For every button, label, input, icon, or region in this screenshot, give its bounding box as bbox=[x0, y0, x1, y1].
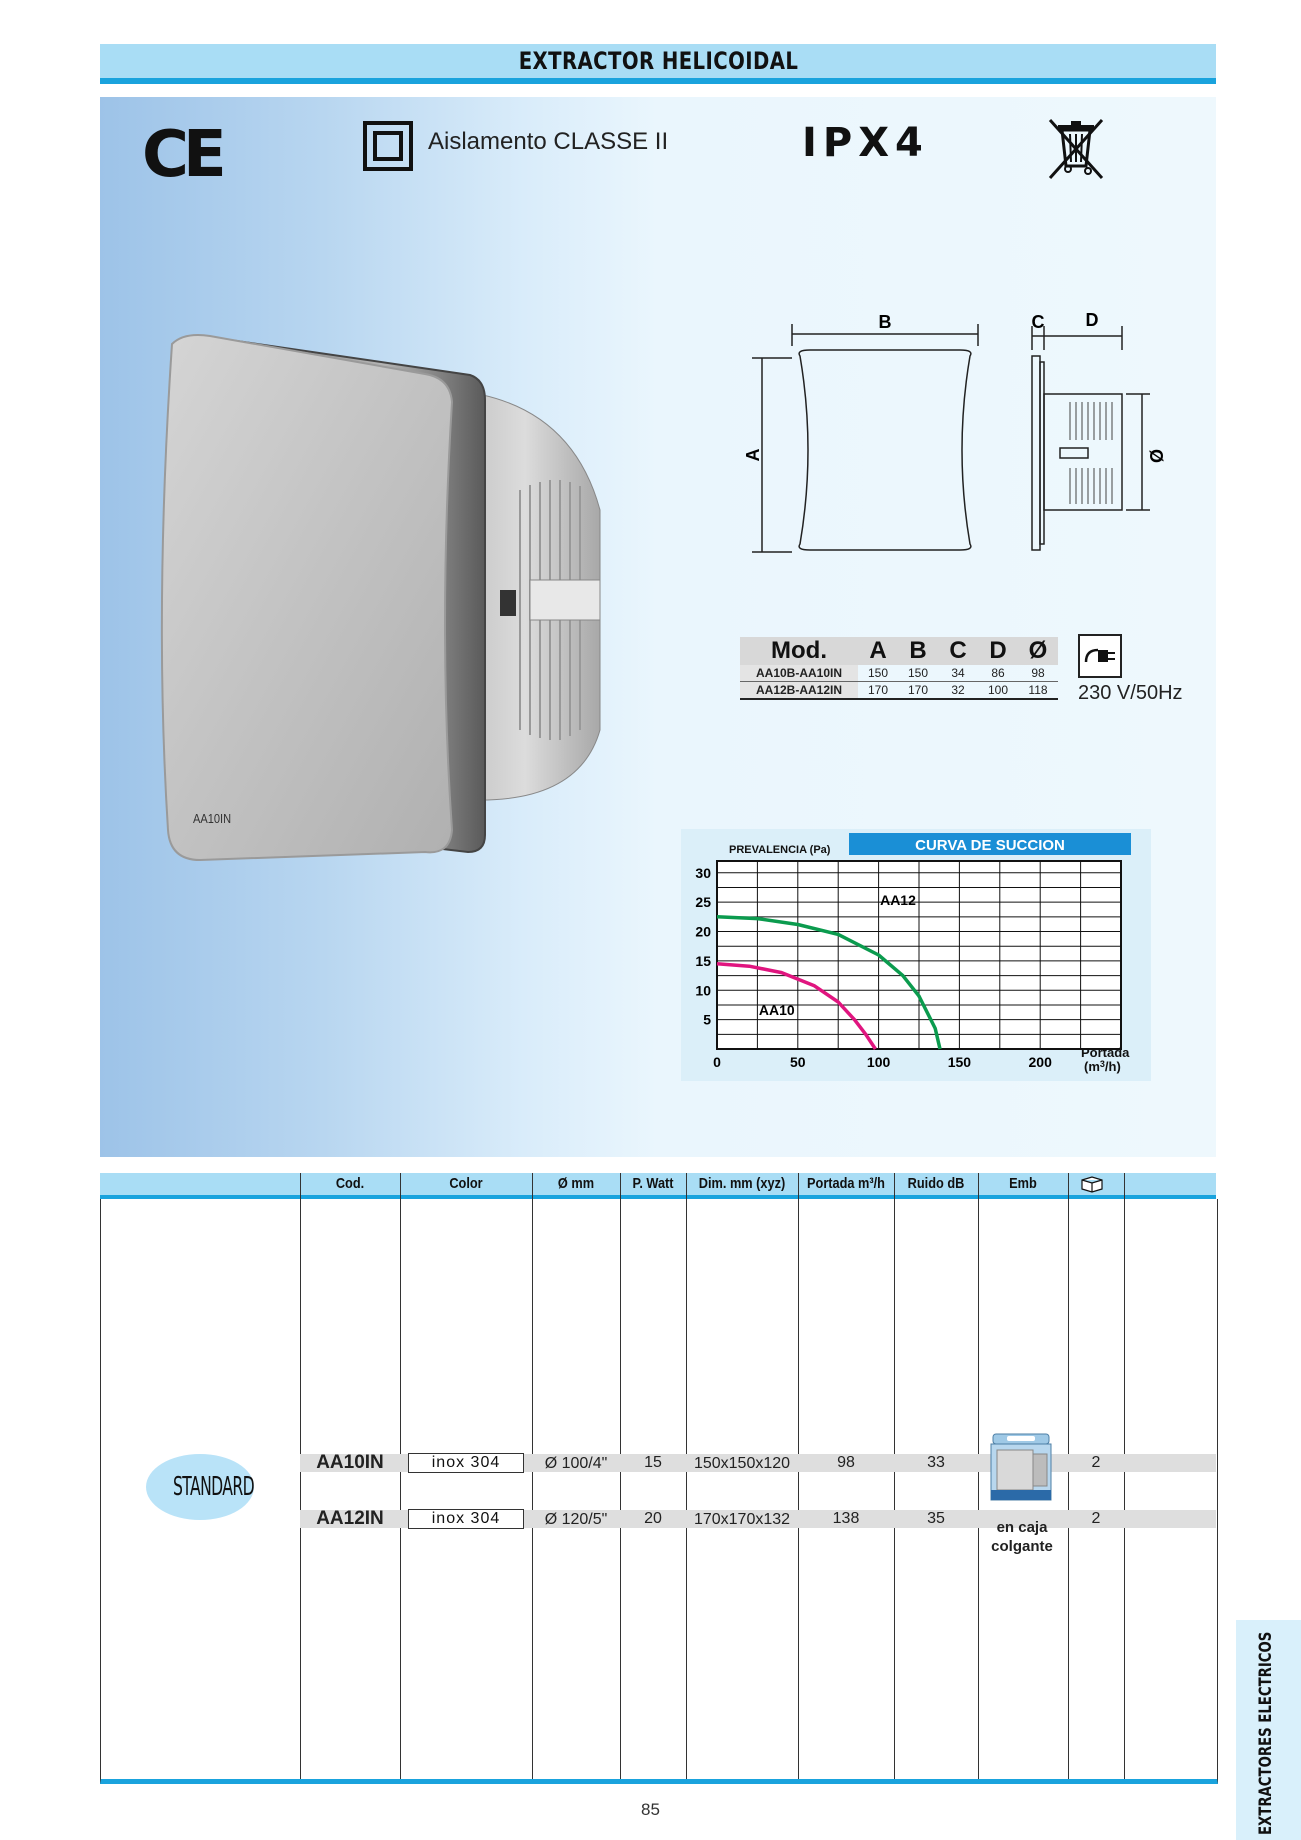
header-cod: Cod. bbox=[335, 1175, 365, 1192]
cell-model: AA12B-AA12IN bbox=[740, 682, 858, 700]
cell-qty: 2 bbox=[1091, 1454, 1101, 1471]
cell-cod: AA10IN bbox=[316, 1452, 384, 1473]
y-tick-label: 25 bbox=[695, 894, 711, 911]
x-tick-label: 150 bbox=[947, 1054, 972, 1070]
header-flow: Portada m³/h bbox=[807, 1175, 885, 1192]
cell-diameter: Ø 120/5" bbox=[544, 1511, 608, 1528]
column-divider bbox=[686, 1173, 687, 1779]
y-tick-label: 10 bbox=[695, 982, 711, 999]
column-divider bbox=[620, 1173, 621, 1779]
ce-mark: CE bbox=[142, 118, 221, 192]
section-tab bbox=[1236, 1620, 1301, 1840]
cell-d: 86 bbox=[978, 665, 1018, 682]
cell-flow: 138 bbox=[832, 1510, 860, 1527]
column-divider bbox=[300, 1173, 301, 1779]
y-tick-label: 15 bbox=[695, 952, 711, 969]
packaging-label: en caja colgante bbox=[991, 1519, 1053, 1555]
ip-rating: IPX4 bbox=[802, 120, 929, 166]
photo-caption: AA10IN bbox=[193, 811, 232, 826]
fan-product-photo bbox=[150, 330, 710, 910]
dimension-drawing bbox=[740, 300, 1166, 560]
spec-table-header bbox=[100, 1173, 1216, 1199]
cell-c: 32 bbox=[938, 682, 978, 700]
y-tick-label: 20 bbox=[695, 923, 711, 940]
dimension-table-header bbox=[740, 637, 1058, 665]
header-diameter: Ø bbox=[1018, 637, 1058, 665]
cell-a: 150 bbox=[858, 665, 898, 682]
title-bar bbox=[100, 44, 1216, 84]
cell-diameter: Ø 100/4" bbox=[544, 1455, 608, 1472]
dim-label-diameter: Ø bbox=[1146, 448, 1166, 464]
column-divider bbox=[532, 1173, 533, 1779]
x-tick-label: 200 bbox=[1028, 1054, 1052, 1070]
header-color: Color bbox=[449, 1175, 483, 1192]
column-divider bbox=[1068, 1173, 1069, 1779]
plug-icon bbox=[1078, 634, 1122, 678]
header-watt: P. Watt bbox=[632, 1175, 674, 1192]
dim-label-b: B bbox=[878, 312, 892, 332]
standard-label: STANDARD bbox=[173, 1472, 255, 1502]
class-ii-label: Aislamento CLASSE II bbox=[428, 128, 669, 155]
y-tick-label: 5 bbox=[703, 1011, 711, 1028]
cell-model: AA10B-AA10IN bbox=[740, 665, 858, 682]
cell-watt: 15 bbox=[644, 1454, 662, 1471]
cell-d: 100 bbox=[978, 682, 1018, 700]
table-row bbox=[740, 665, 1058, 682]
chart-xlabel-main: Portada bbox=[1081, 1045, 1130, 1060]
packaging-image bbox=[985, 1432, 1057, 1506]
x-tick-label: 0 bbox=[713, 1054, 721, 1070]
dim-label-a: A bbox=[743, 448, 763, 462]
column-divider bbox=[978, 1173, 979, 1779]
cell-color: inox 304 bbox=[408, 1453, 524, 1473]
page-number: 85 bbox=[641, 1800, 660, 1819]
column-divider bbox=[798, 1173, 799, 1779]
x-tick-label: 100 bbox=[866, 1054, 891, 1070]
header-c: C bbox=[938, 637, 978, 665]
cell-noise: 33 bbox=[927, 1454, 945, 1471]
section-tab-label: EXTRACTORES ELECTRICOS bbox=[1256, 1631, 1276, 1835]
standard-badge bbox=[146, 1454, 254, 1520]
header-b: B bbox=[898, 637, 938, 665]
chart-plot-area bbox=[695, 861, 1121, 1070]
table-row bbox=[740, 682, 1058, 700]
chart-xlabel-unit: $(m^3/h)$ bbox=[1084, 1059, 1121, 1074]
cell-a: 170 bbox=[858, 682, 898, 700]
voltage-label: 230 V/50Hz bbox=[1078, 682, 1183, 704]
box-icon bbox=[1078, 1175, 1106, 1193]
column-divider bbox=[1124, 1173, 1125, 1779]
header-diameter: Ø mm bbox=[557, 1175, 595, 1192]
cell-c: 34 bbox=[938, 665, 978, 682]
cell-cod: AA12IN bbox=[316, 1508, 384, 1529]
cell-dim: 170x170x132 bbox=[693, 1511, 791, 1528]
chart-ylabel: PREVALENCIA (Pa) bbox=[729, 844, 831, 856]
cell-diameter: 118 bbox=[1018, 682, 1058, 700]
dim-label-d: D bbox=[1085, 310, 1099, 330]
column-divider bbox=[400, 1173, 401, 1779]
header-emb: Emb bbox=[1009, 1175, 1037, 1192]
cell-watt: 20 bbox=[644, 1510, 662, 1527]
chart-title: CURVA DE SUCCION bbox=[915, 837, 1065, 854]
x-tick-label: 50 bbox=[790, 1054, 806, 1070]
cell-color: inox 304 bbox=[408, 1509, 524, 1529]
cell-qty: 2 bbox=[1091, 1510, 1101, 1527]
cell-noise: 35 bbox=[927, 1510, 945, 1527]
header-d: D bbox=[978, 637, 1018, 665]
page-title: EXTRACTOR HELICOIDAL bbox=[518, 47, 798, 75]
weee-bin-icon bbox=[1044, 116, 1108, 182]
series-label-aa12: AA12 bbox=[880, 892, 916, 909]
cell-flow: 98 bbox=[837, 1454, 855, 1471]
header-model: Mod. bbox=[740, 637, 858, 665]
dimension-table bbox=[740, 637, 1058, 700]
cell-b: 150 bbox=[898, 665, 938, 682]
header-a: A bbox=[858, 637, 898, 665]
cell-diameter: 98 bbox=[1018, 665, 1058, 682]
dim-label-c: C bbox=[1031, 312, 1045, 332]
cell-b: 170 bbox=[898, 682, 938, 700]
header-noise: Ruido dB bbox=[907, 1175, 965, 1192]
header-dim: Dim. mm (xyz) bbox=[698, 1175, 786, 1192]
class-ii-icon bbox=[362, 120, 414, 172]
series-label-aa10: AA10 bbox=[758, 1001, 795, 1018]
cell-dim: 150x150x120 bbox=[693, 1455, 791, 1472]
suction-curve-chart bbox=[681, 829, 1151, 1081]
column-divider bbox=[894, 1173, 895, 1779]
y-tick-label: 30 bbox=[695, 864, 711, 881]
